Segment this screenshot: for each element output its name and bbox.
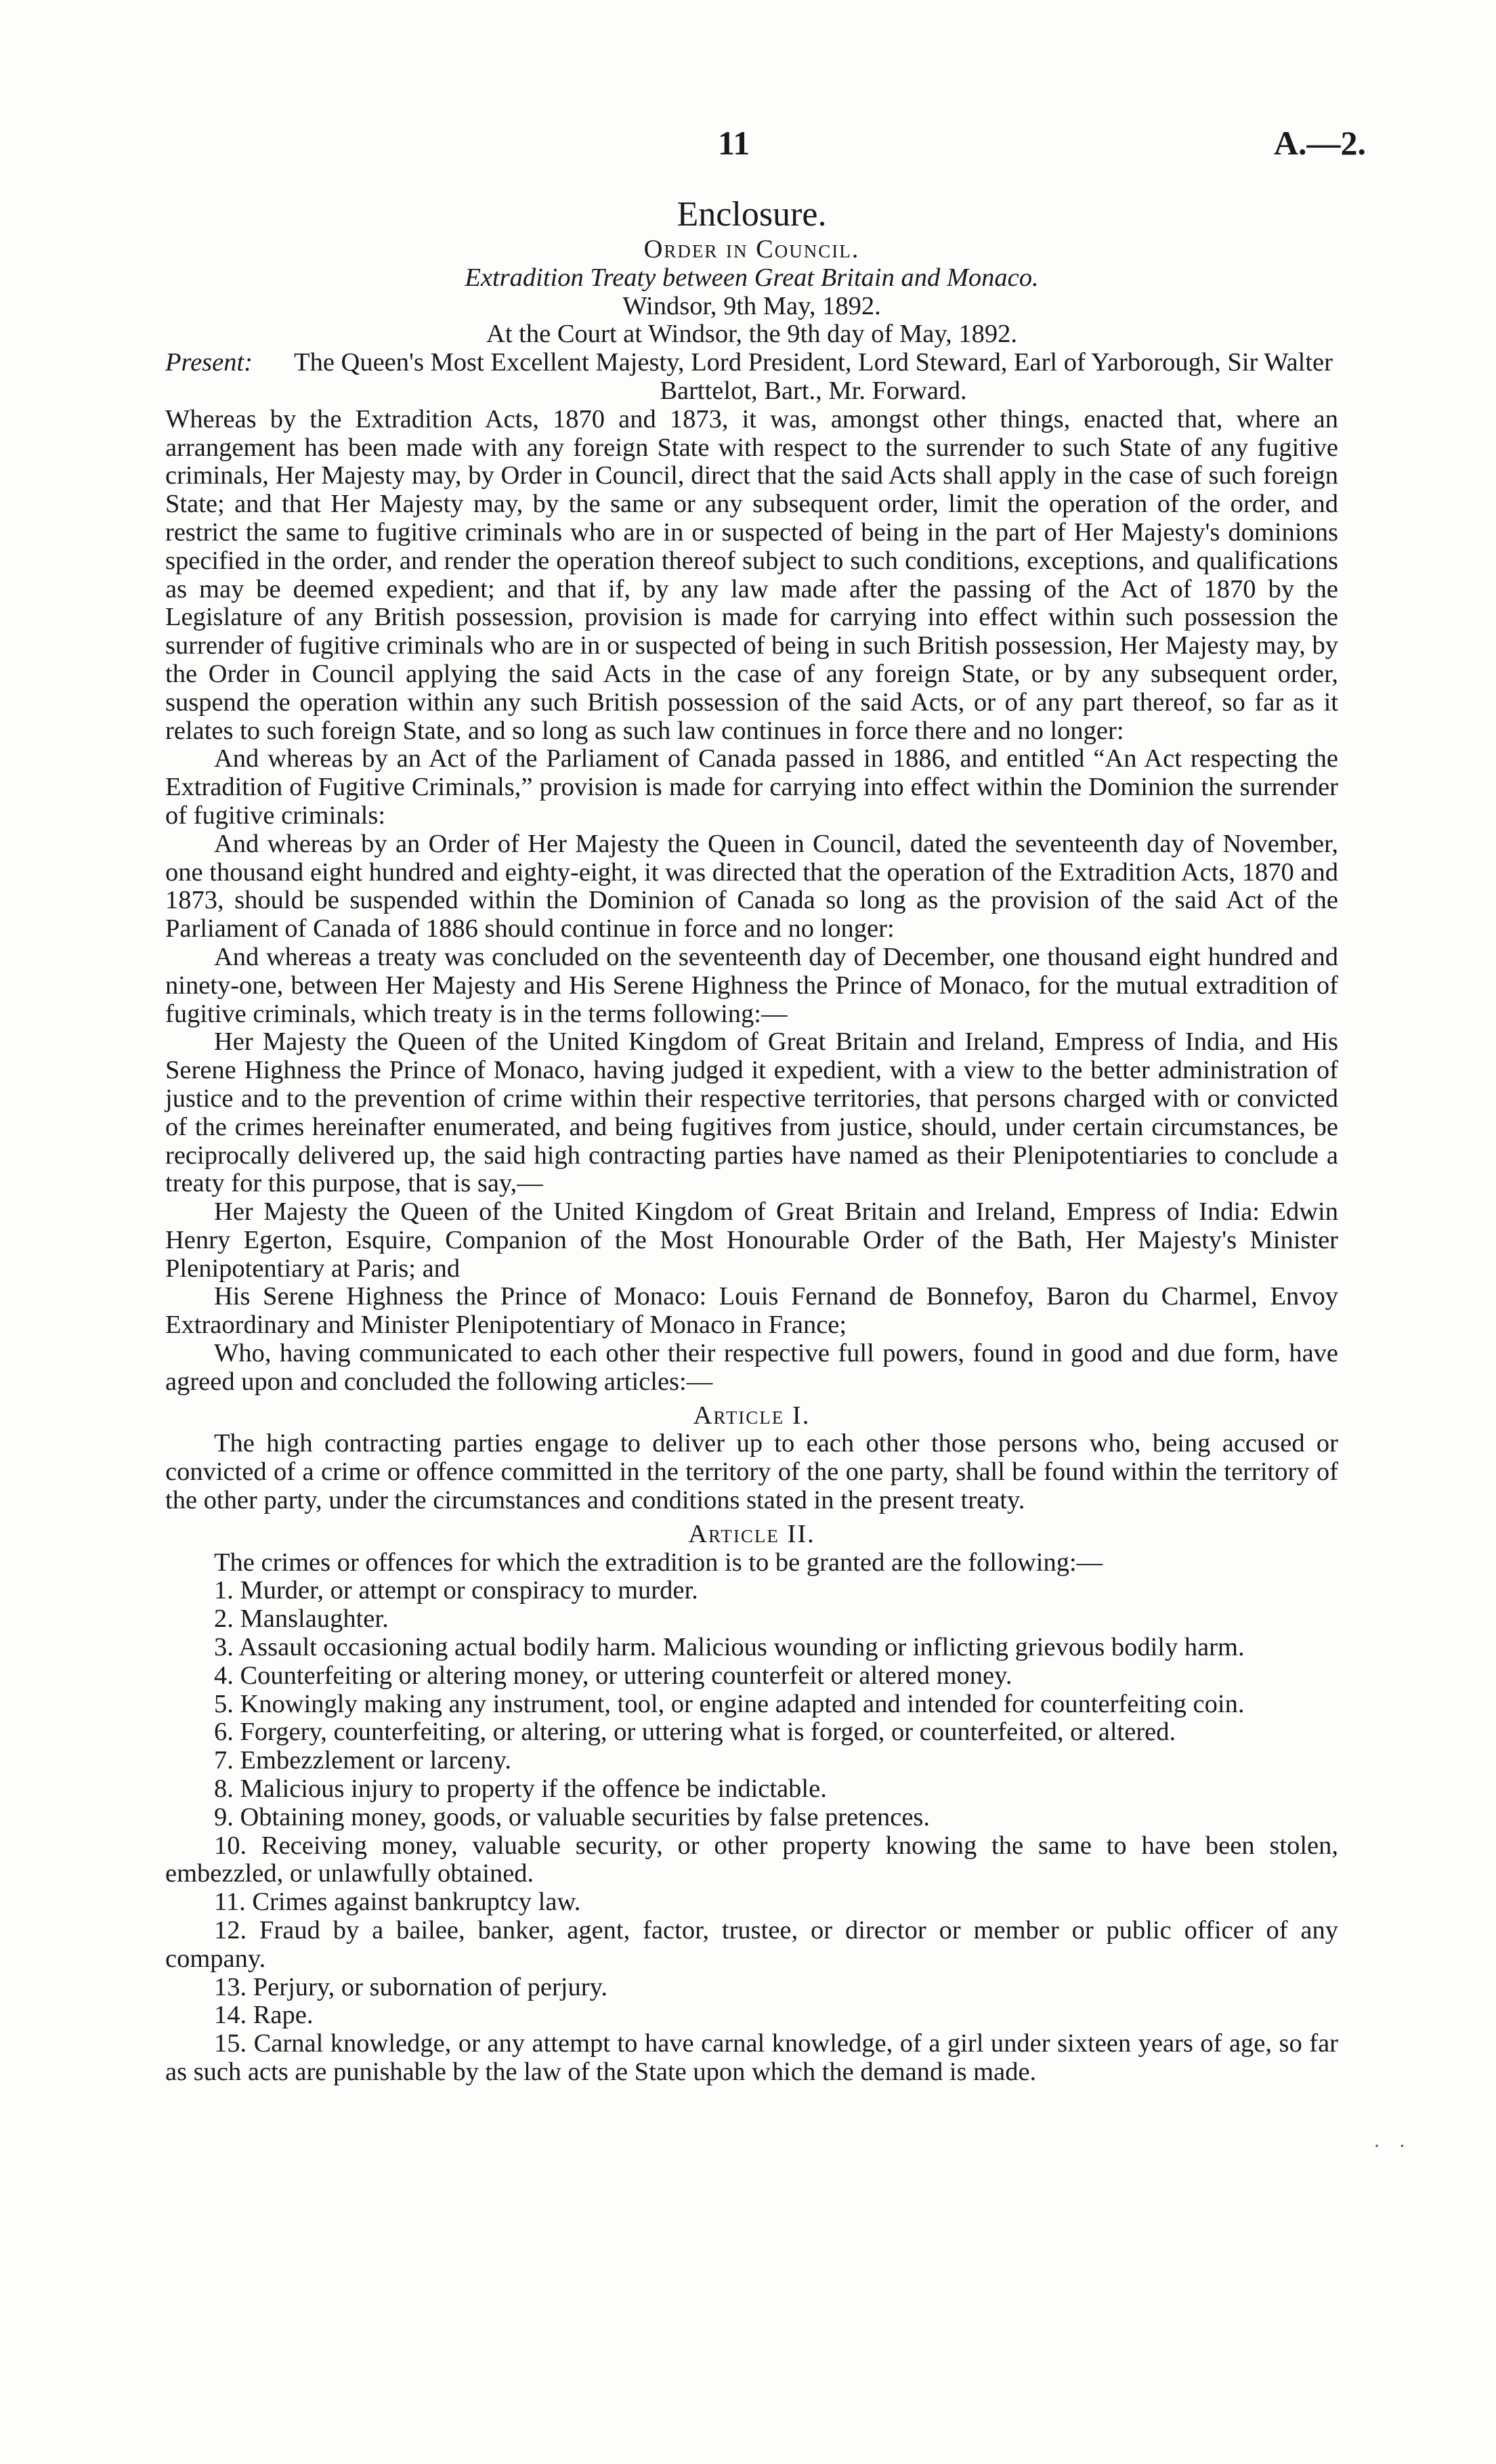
- list-item: 5. Knowingly making any instrument, tool, or engine adapted and intended for counterfeiting coin.: [214, 1689, 1245, 1718]
- list-item: 3. Assault occasioning actual bodily harm. Malicious wounding or inflicting grievous bodily harm.: [214, 1633, 1245, 1662]
- list-item: 13. Perjury, or subornation of perjury.: [214, 1972, 607, 2001]
- document-body: [165, 194, 1338, 2087]
- order-heading: Order in Council.: [643, 235, 860, 263]
- list-item: 9. Obtaining money, goods, or valuable securities by false pretences.: [214, 1802, 931, 1831]
- article-intro: The crimes or offences for which the extradition is to be granted are the following:—: [214, 1548, 1103, 1577]
- list-item: 12. Fraud by a bailee, banker, agent, factor, trustee, or director or member or public officer of any company.: [165, 1916, 1338, 1973]
- list-item: 10. Receiving money, valuable security, or other property knowing the same to have been stolen, embezzled, or unlawfully obtained.: [165, 1831, 1338, 1888]
- preamble-paragraph: And whereas by an Act of the Parliament of Canada passed in 1886, and entitled “An Act respecting the Extradition of Fugitive Criminals,” provision is made for carrying into effect within the Dominion the surrender of fugitive criminals:: [165, 744, 1338, 830]
- article-heading: Article I.: [693, 1401, 811, 1430]
- list-item: 6. Forgery, counterfeiting, or altering, or uttering what is forged, or counterfeited, or altered.: [214, 1718, 1176, 1747]
- present-line: [165, 349, 1338, 406]
- list-item: 1. Murder, or attempt or conspiracy to murder.: [214, 1576, 698, 1605]
- article-text: The high contracting parties engage to deliver up to each other those persons who, being accused or convicted of a crime or offence committed in the territory of the one party, shall be found within the territory of the other party, under the circumstances and conditions stated in the present treaty.: [165, 1429, 1338, 1515]
- preamble-paragraph: Who, having communicated to each other their respective full powers, found in good and due form, have agreed upon and concluded the following articles:—: [165, 1339, 1338, 1396]
- present-text: The Queen's Most Excellent Majesty, Lord President, Lord Steward, Earl of Yarborough, Sir Walter Barttelot, Bart., Mr. Forward.: [294, 348, 1333, 405]
- list-item: 7. Embezzlement or larceny.: [214, 1746, 511, 1775]
- list-item: 14. Rape.: [214, 2001, 314, 2030]
- margin-marks: · ·: [1373, 2135, 1413, 2157]
- preamble-paragraph: And whereas by an Order of Her Majesty the Queen in Council, dated the seventeenth day of November, one thousand eight hundred and eighty-eight, it was directed that the operation of the Extradition Acts, 1870 and 1873, should be suspended within the Dominion of Canada so long as the provision of the said Act of the Parliament of Canada of 1886 should continue in force and no longer:: [165, 829, 1338, 943]
- page-number: 11: [718, 124, 750, 162]
- list-item: 4. Counterfeiting or altering money, or uttering counterfeit or altered money.: [214, 1661, 1012, 1690]
- dateline: Windsor, 9th May, 1892.: [622, 291, 881, 320]
- preamble-paragraph: Her Majesty the Queen of the United Kingdom of Great Britain and Ireland, Empress of India, and His Serene Highness the Prince of Monaco, having judged it expedient, with a view to the better administration of justice and to the prevention of crime within their respective territories, that persons charged with or convicted of the crimes hereinafter enumerated, and being fugitives from justice, should, under certain circumstances, be reciprocally delivered up, the said high contracting parties have named as their Plenipotentiaries to conclude a treaty for this purpose, that is say,—: [165, 1027, 1338, 1198]
- list-item: 15. Carnal knowledge, or any attempt to have carnal knowledge, of a girl under sixteen years of age, so far as such acts are punishable by the law of the State upon which the demand is made.: [165, 2029, 1338, 2086]
- list-item: 11. Crimes against bankruptcy law.: [214, 1888, 581, 1917]
- present-label: Present:: [165, 348, 253, 377]
- enclosure-title: Enclosure.: [677, 195, 827, 234]
- preamble-paragraph: Her Majesty the Queen of the United Kingdom of Great Britain and Ireland, Empress of India: Edwin Henry Egerton, Esquire, Companion of the Most Honourable Order of the Bath, Her Majesty's Minister Plenipotentiary at Paris; and: [165, 1197, 1338, 1283]
- list-item: 2. Manslaughter.: [214, 1605, 389, 1634]
- preamble-paragraph: His Serene Highness the Prince of Monaco: Louis Fernand de Bonnefoy, Baron du Charmel, Envoy Extraordinary and Minister Plenipotentiary of Monaco in France;: [165, 1282, 1338, 1340]
- preamble-paragraph: Whereas by the Extradition Acts, 1870 and 1873, it was, amongst other things, enacted that, where an arrangement has been made with any foreign State with respect to the surrender to such State of any fugitive criminals, Her Majesty may, by Order in Council, direct that the said Acts shall apply in the case of such foreign State; and that Her Majesty may, by the same or any subsequent order, limit the operation of the order, and restrict the same to fugitive criminals who are in or suspected of being in the part of Her Majesty's dominions specified in the order, and render the operation thereof subject to such conditions, exceptions, and qualifications as may be deemed expedient; and that if, by any law made after the passing of the Act of 1870 by the Legislature of any British possession, provision is made for carrying into effect within such possession the surrender of fugitive criminals who are in or suspected of being in such British possession, Her Majesty may, by the Order in Council applying the said Acts in the case of any foreign State, or by any subsequent order, suspend the operation within any such British possession of the said Acts, or of any part thereof, so far as it relates to such foreign State, and so long as such law continues in force there and no longer:: [165, 404, 1338, 745]
- preamble-paragraph: And whereas a treaty was concluded on the seventeenth day of December, one thousand eight hundred and ninety-one, between Her Majesty and His Serene Highness the Prince of Monaco, for the mutual extradition of fugitive criminals, which treaty is in the terms following:—: [165, 942, 1338, 1028]
- article-heading: Article II.: [688, 1519, 815, 1548]
- list-item: 8. Malicious injury to property if the offence be indictable.: [214, 1775, 827, 1804]
- court-line: At the Court at Windsor, the 9th day of May, 1892.: [486, 320, 1017, 349]
- page-header: [0, 123, 1496, 171]
- document-reference: A.—2.: [1273, 124, 1366, 162]
- treaty-subtitle: Extradition Treaty between Great Britain and Monaco.: [465, 263, 1039, 292]
